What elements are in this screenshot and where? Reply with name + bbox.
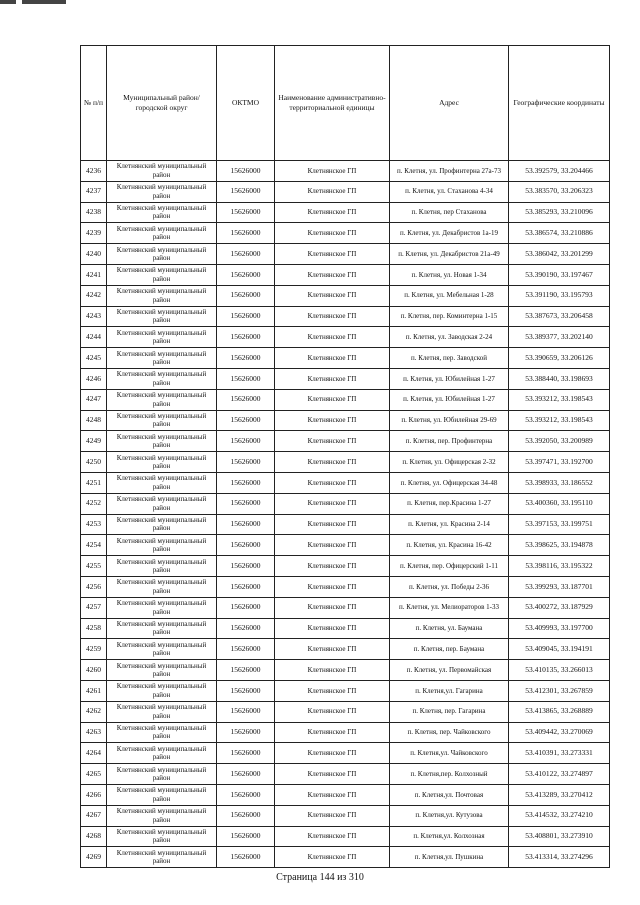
cell-address: п. Клетня, ул. Красина 16-42 xyxy=(390,535,509,556)
table-row xyxy=(81,410,610,431)
cell-address: п. Клетня,ул. Колхозная xyxy=(390,826,509,847)
cell-unit: Клетнянское ГП xyxy=(275,368,390,389)
header-district: Муниципальный район/городской округ xyxy=(107,46,217,161)
cell-num: 4240 xyxy=(81,244,107,265)
cell-unit: Клетнянское ГП xyxy=(275,493,390,514)
cell-coords: 53.400272, 33.187929 xyxy=(509,597,610,618)
cell-unit: Клетнянское ГП xyxy=(275,597,390,618)
cell-oktmo: 15626000 xyxy=(217,472,275,493)
cell-address: п. Клетня,ул. Гагарина xyxy=(390,680,509,701)
cell-address: п. Клетня, ул. Первомайская xyxy=(390,660,509,681)
cell-district: Клетнянский муниципальный район xyxy=(107,472,217,493)
cell-num: 4255 xyxy=(81,556,107,577)
cell-unit: Клетнянское ГП xyxy=(275,784,390,805)
cell-district: Клетнянский муниципальный район xyxy=(107,784,217,805)
cell-district: Клетнянский муниципальный район xyxy=(107,618,217,639)
cell-address: п. Клетня, ул. Заводская 2-24 xyxy=(390,327,509,348)
table-row xyxy=(81,660,610,681)
cell-district: Клетнянский муниципальный район xyxy=(107,680,217,701)
cell-num: 4260 xyxy=(81,660,107,681)
header-address: Адрес xyxy=(390,46,509,161)
cell-num: 4247 xyxy=(81,389,107,410)
cell-oktmo: 15626000 xyxy=(217,368,275,389)
table-row xyxy=(81,368,610,389)
cell-num: 4241 xyxy=(81,264,107,285)
cell-district: Клетнянский муниципальный район xyxy=(107,764,217,785)
cell-district: Клетнянский муниципальный район xyxy=(107,743,217,764)
cell-oktmo: 15626000 xyxy=(217,701,275,722)
cell-num: 4242 xyxy=(81,285,107,306)
cell-unit: Клетнянское ГП xyxy=(275,514,390,535)
cell-district: Клетнянский муниципальный район xyxy=(107,389,217,410)
cell-address: п. Клетня, ул. Юбилейная 29-69 xyxy=(390,410,509,431)
table-row xyxy=(81,202,610,223)
cell-address: п. Клетня, ул. Декабристов 21а-49 xyxy=(390,244,509,265)
cell-coords: 53.398625, 33.194878 xyxy=(509,535,610,556)
cell-oktmo: 15626000 xyxy=(217,493,275,514)
cell-unit: Клетнянское ГП xyxy=(275,743,390,764)
cell-oktmo: 15626000 xyxy=(217,618,275,639)
cell-unit: Клетнянское ГП xyxy=(275,181,390,202)
cell-address: п. Клетня, пер. Заводской xyxy=(390,348,509,369)
table-row xyxy=(81,431,610,452)
table-row xyxy=(81,452,610,473)
cell-unit: Клетнянское ГП xyxy=(275,410,390,431)
cell-unit: Клетнянское ГП xyxy=(275,764,390,785)
cell-coords: 53.409045, 33.194191 xyxy=(509,639,610,660)
cell-coords: 53.414532, 33.274210 xyxy=(509,805,610,826)
cell-num: 4264 xyxy=(81,743,107,764)
table-row xyxy=(81,847,610,868)
table-row xyxy=(81,161,610,182)
cell-oktmo: 15626000 xyxy=(217,348,275,369)
cell-num: 4261 xyxy=(81,680,107,701)
cell-num: 4257 xyxy=(81,597,107,618)
cell-district: Клетнянский муниципальный район xyxy=(107,244,217,265)
cell-unit: Клетнянское ГП xyxy=(275,161,390,182)
cell-oktmo: 15626000 xyxy=(217,223,275,244)
cell-district: Клетнянский муниципальный район xyxy=(107,368,217,389)
cell-unit: Клетнянское ГП xyxy=(275,327,390,348)
header-unit: Наименование административно-территориальной единицы xyxy=(275,46,390,161)
cell-coords: 53.392579, 33.204466 xyxy=(509,161,610,182)
cell-coords: 53.410391, 33.273331 xyxy=(509,743,610,764)
cell-num: 4246 xyxy=(81,368,107,389)
cell-num: 4254 xyxy=(81,535,107,556)
cell-coords: 53.397153, 33.199751 xyxy=(509,514,610,535)
cell-coords: 53.410122, 33.274897 xyxy=(509,764,610,785)
cell-district: Клетнянский муниципальный район xyxy=(107,348,217,369)
cell-coords: 53.413314, 33.274296 xyxy=(509,847,610,868)
table-row xyxy=(81,223,610,244)
cell-district: Клетнянский муниципальный район xyxy=(107,431,217,452)
cell-district: Клетнянский муниципальный район xyxy=(107,410,217,431)
cell-oktmo: 15626000 xyxy=(217,764,275,785)
cell-oktmo: 15626000 xyxy=(217,722,275,743)
cell-num: 4262 xyxy=(81,701,107,722)
cell-oktmo: 15626000 xyxy=(217,784,275,805)
page-footer: Страница 144 из 310 xyxy=(276,872,364,883)
cell-address: п. Клетня,пер. Колхозный xyxy=(390,764,509,785)
cell-address: п. Клетня, пер Стаханова xyxy=(390,202,509,223)
cell-coords: 53.391190, 33.195793 xyxy=(509,285,610,306)
cell-oktmo: 15626000 xyxy=(217,680,275,701)
cell-unit: Клетнянское ГП xyxy=(275,348,390,369)
cell-coords: 53.399293, 33.187701 xyxy=(509,576,610,597)
cell-unit: Клетнянское ГП xyxy=(275,618,390,639)
cell-unit: Клетнянское ГП xyxy=(275,285,390,306)
cell-district: Клетнянский муниципальный район xyxy=(107,805,217,826)
table-row xyxy=(81,639,610,660)
table-row xyxy=(81,472,610,493)
cell-district: Клетнянский муниципальный район xyxy=(107,597,217,618)
cell-unit: Клетнянское ГП xyxy=(275,202,390,223)
cell-unit: Клетнянское ГП xyxy=(275,826,390,847)
cell-unit: Клетнянское ГП xyxy=(275,556,390,577)
cell-district: Клетнянский муниципальный район xyxy=(107,223,217,244)
cell-num: 4249 xyxy=(81,431,107,452)
cell-address: п. Клетня,ул. Пушкина xyxy=(390,847,509,868)
cell-oktmo: 15626000 xyxy=(217,514,275,535)
cell-district: Клетнянский муниципальный район xyxy=(107,660,217,681)
table-row xyxy=(81,597,610,618)
table-row xyxy=(81,556,610,577)
cell-address: п. Клетня, ул. Стаханова 4-34 xyxy=(390,181,509,202)
cell-coords: 53.393212, 33.198543 xyxy=(509,410,610,431)
cell-num: 4236 xyxy=(81,161,107,182)
cell-oktmo: 15626000 xyxy=(217,410,275,431)
cell-oktmo: 15626000 xyxy=(217,743,275,764)
cell-oktmo: 15626000 xyxy=(217,576,275,597)
cell-num: 4253 xyxy=(81,514,107,535)
cell-num: 4267 xyxy=(81,805,107,826)
cell-district: Клетнянский муниципальный район xyxy=(107,514,217,535)
table-row xyxy=(81,244,610,265)
cell-unit: Клетнянское ГП xyxy=(275,639,390,660)
cell-coords: 53.390659, 33.206126 xyxy=(509,348,610,369)
address-table xyxy=(80,45,610,868)
cell-district: Клетнянский муниципальный район xyxy=(107,722,217,743)
cell-address: п. Клетня, ул. Декабристов 1а-19 xyxy=(390,223,509,244)
cell-num: 4252 xyxy=(81,493,107,514)
cell-coords: 53.388440, 33.198693 xyxy=(509,368,610,389)
cell-district: Клетнянский муниципальный район xyxy=(107,556,217,577)
cell-coords: 53.398116, 33.195322 xyxy=(509,556,610,577)
cell-unit: Клетнянское ГП xyxy=(275,431,390,452)
cell-coords: 53.400360, 33.195110 xyxy=(509,493,610,514)
cell-address: п. Клетня, ул. Профинтерна 27а-73 xyxy=(390,161,509,182)
cell-coords: 53.387673, 33.206458 xyxy=(509,306,610,327)
cell-address: п. Клетня,ул. Кутузова xyxy=(390,805,509,826)
cell-oktmo: 15626000 xyxy=(217,452,275,473)
table-row xyxy=(81,535,610,556)
cell-address: п. Клетня, пер. Коминтерна 1-15 xyxy=(390,306,509,327)
cell-coords: 53.386574, 33.210886 xyxy=(509,223,610,244)
cell-unit: Клетнянское ГП xyxy=(275,847,390,868)
table-row xyxy=(81,327,610,348)
header-num: № п/п xyxy=(81,46,107,161)
cell-address: п. Клетня, ул. Мелиораторов 1-33 xyxy=(390,597,509,618)
table-row xyxy=(81,680,610,701)
table-row xyxy=(81,389,610,410)
cell-unit: Клетнянское ГП xyxy=(275,452,390,473)
cell-coords: 53.383570, 33.206323 xyxy=(509,181,610,202)
table-row xyxy=(81,181,610,202)
cell-num: 4265 xyxy=(81,764,107,785)
cell-address: п. Клетня, ул. Баумана xyxy=(390,618,509,639)
cell-district: Клетнянский муниципальный район xyxy=(107,535,217,556)
cell-address: п. Клетня, ул. Юбилейная 1-27 xyxy=(390,368,509,389)
cell-unit: Клетнянское ГП xyxy=(275,264,390,285)
cell-num: 4269 xyxy=(81,847,107,868)
cell-district: Клетнянский муниципальный район xyxy=(107,264,217,285)
scan-mark xyxy=(0,0,70,4)
cell-district: Клетнянский муниципальный район xyxy=(107,181,217,202)
cell-oktmo: 15626000 xyxy=(217,639,275,660)
cell-unit: Клетнянское ГП xyxy=(275,472,390,493)
cell-oktmo: 15626000 xyxy=(217,202,275,223)
cell-coords: 53.386042, 33.201299 xyxy=(509,244,610,265)
cell-unit: Клетнянское ГП xyxy=(275,576,390,597)
table-row xyxy=(81,618,610,639)
cell-unit: Клетнянское ГП xyxy=(275,306,390,327)
cell-coords: 53.409993, 33.197700 xyxy=(509,618,610,639)
table-body xyxy=(81,161,610,868)
cell-district: Клетнянский муниципальный район xyxy=(107,847,217,868)
table-row xyxy=(81,306,610,327)
cell-num: 4268 xyxy=(81,826,107,847)
cell-address: п. Клетня, пер. Баумана xyxy=(390,639,509,660)
table-row xyxy=(81,701,610,722)
cell-oktmo: 15626000 xyxy=(217,826,275,847)
cell-coords: 53.398933, 33.186552 xyxy=(509,472,610,493)
cell-unit: Клетнянское ГП xyxy=(275,223,390,244)
cell-oktmo: 15626000 xyxy=(217,660,275,681)
table-row xyxy=(81,264,610,285)
cell-num: 4244 xyxy=(81,327,107,348)
cell-unit: Клетнянское ГП xyxy=(275,701,390,722)
cell-district: Клетнянский муниципальный район xyxy=(107,639,217,660)
cell-num: 4251 xyxy=(81,472,107,493)
cell-address: п. Клетня, пер. Гагарина xyxy=(390,701,509,722)
cell-address: п. Клетня,ул. Чайковского xyxy=(390,743,509,764)
cell-coords: 53.397471, 33.192700 xyxy=(509,452,610,473)
table-row xyxy=(81,722,610,743)
cell-coords: 53.409442, 33.270069 xyxy=(509,722,610,743)
cell-num: 4259 xyxy=(81,639,107,660)
cell-num: 4239 xyxy=(81,223,107,244)
cell-address: п. Клетня, ул. Красина 2-14 xyxy=(390,514,509,535)
cell-unit: Клетнянское ГП xyxy=(275,722,390,743)
cell-coords: 53.408801, 33.273910 xyxy=(509,826,610,847)
cell-unit: Клетнянское ГП xyxy=(275,660,390,681)
cell-coords: 53.392050, 33.200989 xyxy=(509,431,610,452)
cell-district: Клетнянский муниципальный район xyxy=(107,327,217,348)
table-header-row xyxy=(81,46,610,161)
cell-district: Клетнянский муниципальный район xyxy=(107,826,217,847)
cell-oktmo: 15626000 xyxy=(217,556,275,577)
cell-unit: Клетнянское ГП xyxy=(275,680,390,701)
cell-district: Клетнянский муниципальный район xyxy=(107,306,217,327)
cell-unit: Клетнянское ГП xyxy=(275,389,390,410)
cell-num: 4245 xyxy=(81,348,107,369)
cell-oktmo: 15626000 xyxy=(217,327,275,348)
cell-coords: 53.413289, 33.270412 xyxy=(509,784,610,805)
cell-district: Клетнянский муниципальный район xyxy=(107,202,217,223)
cell-district: Клетнянский муниципальный район xyxy=(107,161,217,182)
cell-oktmo: 15626000 xyxy=(217,847,275,868)
cell-num: 4263 xyxy=(81,722,107,743)
table-row xyxy=(81,764,610,785)
cell-oktmo: 15626000 xyxy=(217,805,275,826)
cell-oktmo: 15626000 xyxy=(217,244,275,265)
cell-address: п. Клетня, ул. Мебельная 1-28 xyxy=(390,285,509,306)
table-row xyxy=(81,743,610,764)
cell-district: Клетнянский муниципальный район xyxy=(107,493,217,514)
cell-oktmo: 15626000 xyxy=(217,389,275,410)
cell-address: п. Клетня, ул. Победы 2-36 xyxy=(390,576,509,597)
cell-district: Клетнянский муниципальный район xyxy=(107,452,217,473)
cell-oktmo: 15626000 xyxy=(217,535,275,556)
cell-num: 4266 xyxy=(81,784,107,805)
cell-num: 4258 xyxy=(81,618,107,639)
cell-oktmo: 15626000 xyxy=(217,306,275,327)
cell-oktmo: 15626000 xyxy=(217,264,275,285)
cell-district: Клетнянский муниципальный район xyxy=(107,701,217,722)
cell-num: 4243 xyxy=(81,306,107,327)
header-coords: Географические координаты xyxy=(509,46,610,161)
cell-coords: 53.410135, 33.266013 xyxy=(509,660,610,681)
cell-address: п. Клетня, ул. Офицерская 34-48 xyxy=(390,472,509,493)
cell-oktmo: 15626000 xyxy=(217,181,275,202)
cell-address: п. Клетня, пер. Офицерский 1-11 xyxy=(390,556,509,577)
cell-address: п. Клетня, ул. Новая 1-34 xyxy=(390,264,509,285)
cell-unit: Клетнянское ГП xyxy=(275,244,390,265)
cell-address: п. Клетня, ул. Юбилейная 1-27 xyxy=(390,389,509,410)
cell-address: п. Клетня,ул. Почтовая xyxy=(390,784,509,805)
table-row xyxy=(81,285,610,306)
table-row xyxy=(81,805,610,826)
cell-coords: 53.413865, 33.268889 xyxy=(509,701,610,722)
cell-oktmo: 15626000 xyxy=(217,161,275,182)
cell-unit: Клетнянское ГП xyxy=(275,535,390,556)
cell-num: 4250 xyxy=(81,452,107,473)
cell-unit: Клетнянское ГП xyxy=(275,805,390,826)
cell-coords: 53.393212, 33.198543 xyxy=(509,389,610,410)
cell-address: п. Клетня, пер. Профинтерна xyxy=(390,431,509,452)
table-row xyxy=(81,826,610,847)
cell-num: 4256 xyxy=(81,576,107,597)
table-row xyxy=(81,576,610,597)
cell-address: п. Клетня, ул. Офицерская 2-32 xyxy=(390,452,509,473)
table-row xyxy=(81,348,610,369)
table-row xyxy=(81,493,610,514)
cell-num: 4238 xyxy=(81,202,107,223)
cell-oktmo: 15626000 xyxy=(217,597,275,618)
cell-district: Клетнянский муниципальный район xyxy=(107,576,217,597)
table-row xyxy=(81,514,610,535)
cell-oktmo: 15626000 xyxy=(217,431,275,452)
table-row xyxy=(81,784,610,805)
header-oktmo: ОКТМО xyxy=(217,46,275,161)
cell-coords: 53.412301, 33.267859 xyxy=(509,680,610,701)
cell-coords: 53.389377, 33.202140 xyxy=(509,327,610,348)
cell-district: Клетнянский муниципальный район xyxy=(107,285,217,306)
cell-num: 4248 xyxy=(81,410,107,431)
cell-address: п. Клетня, пер. Чайковского xyxy=(390,722,509,743)
cell-coords: 53.385293, 33.210096 xyxy=(509,202,610,223)
cell-oktmo: 15626000 xyxy=(217,285,275,306)
cell-num: 4237 xyxy=(81,181,107,202)
cell-address: п. Клетня, пер.Красина 1-27 xyxy=(390,493,509,514)
cell-coords: 53.390190, 33.197467 xyxy=(509,264,610,285)
